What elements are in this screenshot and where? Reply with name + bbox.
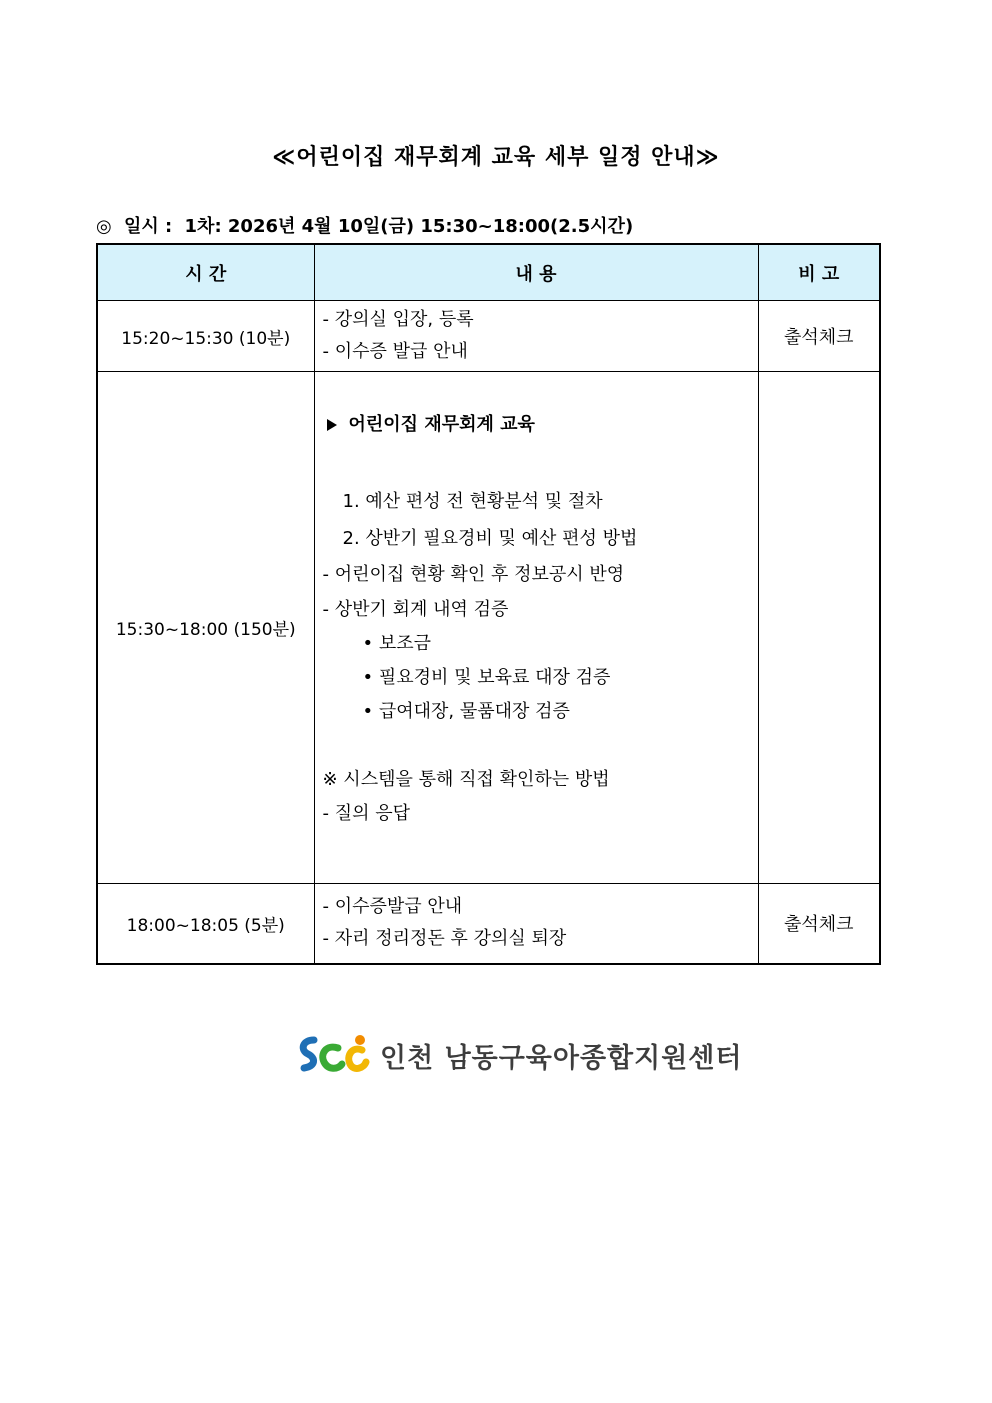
footer [296,1030,742,1080]
row-time: 18:00~18:05 (5분) [97,884,314,964]
organization-name: 인천 남동구육아종합지원센터 [380,1042,743,1074]
triangle-right-icon [327,419,337,431]
row-content [314,301,758,372]
row-note: 출석체크 [758,301,880,372]
content-line: - 이수증 발급 안내 [322,341,468,362]
row-note: 출석체크 [758,884,880,964]
content-line: - 어린이집 현황 확인 후 정보공시 반영 [322,564,625,585]
section-heading [323,408,758,441]
date-label: 일시 : [124,216,173,237]
schedule-table [96,243,881,965]
center-logo-icon [296,1032,370,1078]
header-content: 내 용 [314,244,758,301]
page-title: ≪어린이집 재무회계 교육 세부 일정 안내≫ [272,145,720,170]
table-header-row [97,244,880,301]
bullet-item: • 필요경비 및 보육료 대장 검증 [362,667,611,688]
table-row [97,301,880,372]
date-value: 1차: 2026년 4월 10일(금) 15:30~18:00(2.5시간) [184,216,634,237]
row-content [314,884,758,964]
numbered-item: 1. 예산 편성 전 현황분석 및 절차 [342,491,603,512]
date-line [96,212,639,238]
table-row [97,372,880,884]
row-time: 15:30~18:00 (150분) [97,372,314,884]
row-note [758,372,880,884]
bullet-item: • 급여대장, 물품대장 검증 [362,701,570,722]
content-line: - 상반기 회계 내역 검증 [322,599,509,620]
content-line: - 자리 정리정돈 후 강의실 퇴장 [322,928,567,950]
numbered-item: 2. 상반기 필요경비 및 예산 편성 방법 [342,528,638,549]
double-circle-icon: ◎ [96,216,112,237]
content-line: - 이수증발급 안내 [322,896,463,918]
header-note: 비 고 [758,244,880,301]
row-time: 15:20~15:30 (10분) [97,301,314,372]
section-heading-text: 어린이집 재무회계 교육 [348,414,535,435]
header-time: 시 간 [97,244,314,301]
content-line: - 질의 응답 [322,803,410,824]
table-row [97,884,880,964]
note-line: ※ 시스템을 통해 직접 확인하는 방법 [322,769,610,790]
content-line: - 강의실 입장, 등록 [322,309,474,330]
bullet-item: • 보조금 [362,633,432,654]
row-content [314,372,758,884]
